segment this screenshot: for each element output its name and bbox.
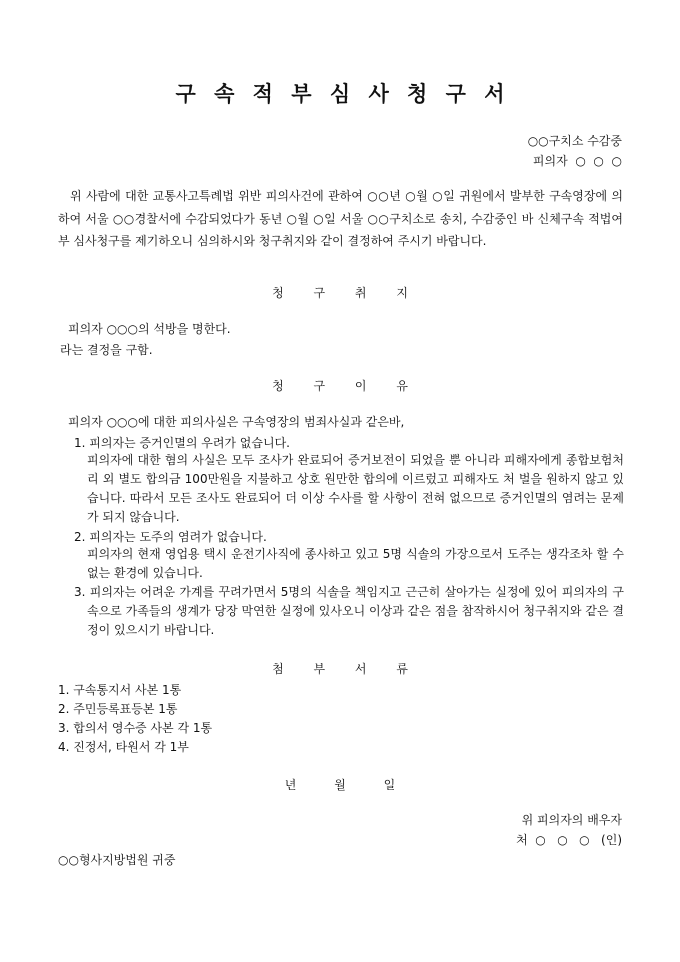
reason-1-title: 1. 피의자는 증거인멸의 우려가 없습니다. [74, 436, 290, 450]
intro-paragraph: 위 사람에 대한 교통사고특례법 위반 피의사건에 관하여 ○○년 ○월 ○일 귀원에서 발부한 구속영장에 의하여 서울 ○○경찰서에 수감되었다가 동년 ○월 ○일 서울 ○○구치소로 송치, 수감중인 바 신체구속 적법여부 심사청구를 제기하오니 심의하시와 청구취지와 같이 결정하여 주시기 바랍니다. [58, 189, 623, 248]
signature-name: 처 ○ ○ ○ (인) [516, 833, 622, 847]
reason-3: 3. 피의자는 어려운 가계를 꾸려가면서 5명의 식솔을 책임지고 근근히 살아가는 실정에 있어 피의자의 구속으로 가족들의 생계가 당장 막연한 실정에 있사오니 이상과 같은 점을 참작하시어 청구취지와 같은 결정이 있으시기 바랍니다. [74, 585, 624, 637]
date-line: 년 월 일 [284, 778, 396, 792]
reasons-intro: 피의자 ○○○에 대한 피의사실은 구속영장의 범죄사실과 같은바, [68, 415, 405, 429]
reasons-heading: 청 구 이 유 [272, 379, 408, 393]
attachment-item: 1. 구속통지서 사본 1통 [58, 683, 182, 697]
reason-2-title: 2. 피의자는 도주의 염려가 없습니다. [74, 530, 267, 544]
signature-relation: 위 피의자의 배우자 [521, 813, 622, 827]
addressee: ○○형사지방법원 귀중 [58, 853, 176, 867]
attachment-item: 4. 진정서, 타원서 각 1부 [58, 740, 189, 754]
suspect-name: 피의자 ○ ○ ○ [532, 154, 622, 168]
reason-2-body: 피의자의 현재 영업용 택시 운전기사직에 종사하고 있고 5명 식솔의 가장으로서 도주는 생각조차 할 수 없는 환경에 있습니다. [87, 547, 624, 580]
purpose-line-2: 라는 결정을 구함. [60, 343, 153, 357]
detention-place: ○○구치소 수감중 [527, 134, 622, 148]
attachment-item: 2. 주민등록표등본 1통 [58, 702, 178, 716]
document-title: 구 속 적 부 심 사 청 구 서 [175, 82, 505, 106]
attachments-heading: 첨 부 서 류 [272, 662, 408, 676]
purpose-line-1: 피의자 ○○○의 석방을 명한다. [68, 322, 231, 336]
attachment-item: 3. 합의서 영수증 사본 각 1통 [58, 721, 213, 735]
purpose-heading: 청 구 취 지 [272, 286, 408, 300]
reason-1-body: 피의자에 대한 혐의 사실은 모두 조사가 완료되어 증거보전이 되었을 뿐 아니라 피해자에게 종합보험처리 외 별도 합의금 100만원을 지불하고 상호 원만한 합의에 이르렀고 피해자도 처 벌을 원하지 않고 있습니다. 따라서 모든 조사도 완료되어 더 이상 수사를 할 사항이 전혀 없으므로 증거인멸의 염려는 문제가 되지 않습니다. [87, 453, 624, 524]
